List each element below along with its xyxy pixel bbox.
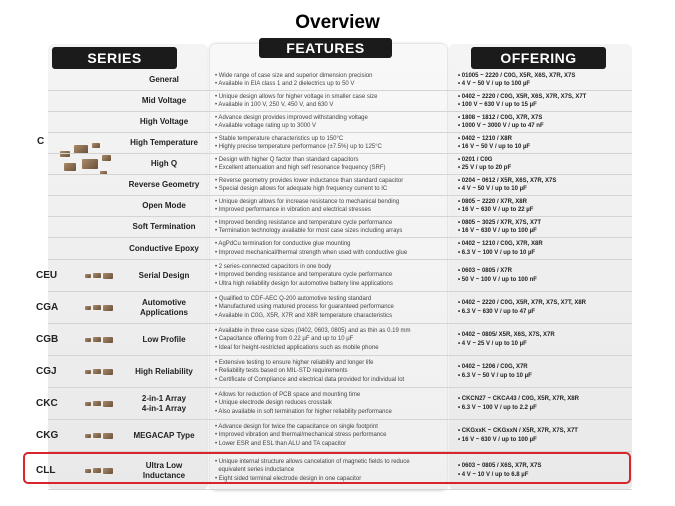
table-row — [36, 324, 632, 356]
offering-line: • 25 V / up to 20 pF — [458, 165, 512, 171]
series-code: CGB — [36, 334, 59, 345]
offering-cell — [458, 196, 638, 216]
series-code: CKC — [36, 398, 58, 409]
feature-line: equivalent series inductance — [215, 467, 295, 474]
features-cell — [215, 324, 445, 355]
series-name: General — [149, 75, 179, 84]
feature-line: • Unique electrode design reduces crosstalk — [215, 400, 332, 407]
offering-line: • 0805 ~ 3025 / X7R, X7S, X7T — [458, 219, 541, 226]
offering-cell — [458, 260, 638, 291]
offering-line: • 16 V ~ 50 V / up to 10 µF — [458, 144, 531, 150]
feature-line: • Available in C0G, X5R, X7R and X8R temperature characteristics — [215, 312, 393, 319]
table-row — [36, 292, 632, 324]
feature-line: • Termination technology available for most case sizes including arrays — [215, 228, 403, 234]
offering-line: • 6.3 V ~ 100 V / up to 2.2 µF — [458, 404, 537, 411]
offering-cell — [458, 420, 638, 451]
offering-line: • 0204 ~ 0612 / X5R, X6S, X7R, X7S — [458, 177, 557, 184]
features-cell — [215, 217, 445, 237]
series-code: CKG — [36, 430, 59, 441]
offering-line: • 16 V ~ 630 V / up to 100 µF — [458, 228, 537, 234]
table-row — [36, 356, 632, 388]
offering-line: • 1000 V ~ 3000 V / up to 47 nF — [458, 123, 544, 129]
series-name: Serial Design — [138, 270, 190, 280]
offering-cell — [458, 175, 638, 195]
features-cell — [215, 91, 445, 111]
series-header: SERIES — [52, 47, 177, 69]
features-cell — [215, 196, 445, 216]
offering-header: OFFERING — [471, 47, 606, 69]
offering-cell — [458, 388, 638, 419]
feature-line: • Allows for reduction of PCB space and mounting time — [215, 392, 361, 399]
feature-line: • Qualified to CDF-AEC Q-200 automotive testing standard — [215, 296, 372, 303]
offering-line: • 0402 ~ 2220 / C0G, X5R, X7R, X7S, X7T, X8R — [458, 300, 587, 307]
series-name: Automotive Applications — [139, 297, 188, 317]
feature-line: • Improved bending resistance and temperature cycle performance — [215, 272, 393, 279]
table-row — [48, 112, 632, 133]
series-code: CGA — [36, 302, 59, 313]
offering-cell — [458, 324, 638, 355]
offering-line: • 0402 ~ 1206 / C0G, X7R — [458, 364, 528, 371]
table-row — [36, 420, 632, 452]
offering-line: • 01005 ~ 2220 / C0G, X5R, X6S, X7R, X7S — [458, 72, 576, 79]
feature-line: • Capacitance offering from 0.22 µF and up to 10 µF — [215, 336, 354, 343]
series-name: Ultra Low Inductance — [142, 460, 186, 480]
table-row — [36, 260, 632, 292]
series-name: Low Profile — [142, 334, 186, 344]
page-title: Overview — [295, 12, 380, 33]
offering-line: • 0402 ~ 0805/ X5R, X6S, X7S, X7R — [458, 332, 555, 339]
series-name: Soft Termination — [132, 222, 196, 231]
series-name: High Temperature — [130, 138, 198, 147]
offering-line: • CKGxxK ~ CKGxxN / X5R, X7R, X7S, X7T — [458, 428, 578, 435]
feature-line: • 2 series-connected capacitors in one body — [215, 264, 332, 271]
feature-line: • Design with higher Q factor than standard capacitors — [215, 156, 359, 163]
series-code-c: C — [37, 136, 45, 147]
table-row — [48, 217, 632, 238]
features-cell — [215, 133, 445, 153]
feature-line: • Wide range of case size and superior dimension precision — [215, 72, 373, 79]
offering-line: • 0603 ~ 0805 / X7R — [458, 268, 512, 275]
feature-line: • Available in three case sizes (0402, 0603, 0805) and as thin as 0.19 mm — [215, 328, 411, 335]
offering-cell — [458, 133, 638, 153]
series-name: High Q — [150, 159, 178, 168]
offering-line: • 4 V ~ 25 V / up to 10 µF — [458, 340, 527, 347]
table-row — [48, 133, 632, 154]
feature-line: • Stable temperature characteristics up to 150°C — [215, 135, 344, 142]
offering-line: • 1808 ~ 1812 / C0G, X7R, X7S — [458, 114, 543, 121]
feature-line: • Advance design provides improved withstanding voltage — [215, 114, 368, 121]
features-cell — [215, 356, 445, 387]
product-table — [36, 70, 632, 490]
offering-cell — [458, 112, 638, 132]
series-name: Reverse Geometry — [128, 180, 200, 189]
offering-cell — [458, 154, 638, 174]
series-name: Conductive Epoxy — [129, 243, 199, 253]
feature-line: • Eight sided terminal electrode design in one capacitor — [215, 475, 362, 482]
offering-line: • 4 V ~ 50 V / up to 100 µF — [458, 81, 531, 87]
series-name: 2-in-1 Array 4-in-1 Array — [141, 393, 187, 413]
feature-line: • Highly precise temperature performance (±7.5%) up to 125°C — [215, 144, 382, 150]
offering-line: • 6.3 V ~ 50 V / up to 10 µF — [458, 372, 532, 379]
series-name: MEGACAP Type — [133, 430, 195, 440]
features-cell — [215, 154, 445, 174]
series-code: CEU — [36, 270, 58, 281]
table-row — [48, 154, 632, 175]
offering-line: • 16 V ~ 630 V / up to 22 µF — [458, 207, 534, 213]
feature-line: • Improved mechanical/thermal strength when used with conductive glue — [215, 249, 408, 256]
feature-line: • Available voltage rating up to 3000 V — [215, 123, 317, 129]
feature-line: • Ideal for height-restricted applications such as mobile phone — [215, 344, 379, 351]
features-cell — [215, 292, 445, 323]
feature-line: • Improved bending resistance and temperature cycle performance — [215, 219, 393, 226]
offering-line: • 0805 ~ 2220 / X7R, X8R — [458, 198, 527, 205]
table-row — [48, 196, 632, 217]
feature-line: • Lower ESR and ESL than ALU and TA capacitor — [215, 440, 347, 447]
offering-cell — [458, 238, 638, 259]
offering-line: • 0603 ~ 0805 / X6S, X7R, X7S — [458, 463, 542, 470]
offering-line: • 4 V ~ 50 V / up to 10 µF — [458, 186, 527, 192]
offering-cell — [458, 91, 638, 111]
offering-cell — [458, 292, 638, 323]
series-code: CLL — [36, 465, 56, 476]
offering-line: • CKCN27 ~ CKCA43 / C0G, X5R, X7R, X8R — [458, 396, 579, 403]
feature-line: • Ultra high reliability design for automotive battery line applications — [215, 280, 393, 287]
table-row — [36, 388, 632, 420]
offering-cell — [458, 70, 638, 90]
offering-line: • 0402 ~ 1210 / C0G, X7R, X8R — [458, 241, 543, 248]
offering-line: • 0402 ~ 2220 / C0G, X5R, X6S, X7R, X7S, X7T — [458, 93, 587, 100]
features-cell — [215, 238, 445, 259]
feature-line: • Unique design allows for increase resistance to mechanical bending — [215, 198, 400, 205]
series-name: Open Mode — [142, 201, 186, 210]
feature-line: • Improved performance in vibration and electrical stresses — [215, 207, 371, 213]
table-row — [48, 91, 632, 112]
features-cell — [215, 388, 445, 419]
feature-line: • Certificate of Compliance and electrical data provided for individual lot — [215, 376, 405, 383]
feature-line: • AgPdCu termination for conductive glue mounting — [215, 241, 351, 248]
offering-line: • 16 V ~ 630 V / up to 100 µF — [458, 436, 537, 443]
feature-line: • Available in 100 V, 250 V, 450 V, and 630 V — [215, 102, 334, 108]
series-name: Mid Voltage — [141, 96, 187, 105]
offering-line: • 6.3 V ~ 630 V / up to 47 µF — [458, 308, 536, 315]
feature-line: • Extensive testing to ensure higher reliability and longer life — [215, 360, 374, 367]
features-cell — [215, 112, 445, 132]
feature-line: • Reverse geometry provides lower inductance than standard capacitor — [215, 177, 404, 184]
offering-line: • 0201 / C0G — [458, 156, 493, 163]
feature-line: • Also available in soft termination for higher reliability performance — [215, 408, 392, 415]
offering-line: • 4 V ~ 10 V / up to 6.8 µF — [458, 471, 529, 478]
series-name: High Reliability — [135, 366, 193, 376]
offering-line: • 100 V ~ 630 V / up to 15 µF — [458, 102, 537, 108]
feature-line: • Excellent attenuation and high self resonance frequency (SRF) — [215, 165, 386, 171]
feature-line: • Special design allows for adequate high frequency current to IC — [215, 186, 388, 192]
offering-cell — [458, 217, 638, 237]
offering-cell — [458, 356, 638, 387]
feature-line: • Advance design for twice the capacitance on single footprint — [215, 424, 378, 431]
features-header: FEATURES — [259, 38, 392, 58]
offering-line: • 0402 ~ 1210 / X8R — [458, 135, 512, 142]
table-row — [48, 70, 632, 91]
feature-line: • Available in EIA class 1 and 2 dielectrics up to 50 V — [215, 81, 355, 87]
features-cell — [215, 70, 445, 90]
highlight-box — [23, 452, 631, 484]
series-name: High Voltage — [139, 117, 189, 126]
feature-line: • Improved vibration and thermal/mechanical stress performance — [215, 432, 387, 439]
feature-line: • Unique design allows for higher voltage in smaller case size — [215, 93, 378, 100]
offering-line: • 6.3 V ~ 100 V / up to 10 µF — [458, 249, 536, 256]
feature-line: • Reliability tests based on MIL-STD requirements — [215, 368, 348, 375]
table-row — [48, 175, 632, 196]
features-cell — [215, 420, 445, 451]
feature-line: • Unique internal structure allows cancelation of magnetic fields to reduce — [215, 459, 410, 466]
features-cell — [215, 260, 445, 291]
table-row — [48, 238, 632, 260]
offering-line: • 50 V ~ 100 V / up to 100 nF — [458, 276, 537, 283]
series-code: CGJ — [36, 366, 57, 377]
feature-line: • Manufactured using matured process for guaranteed performance — [215, 304, 394, 311]
features-cell — [215, 175, 445, 195]
